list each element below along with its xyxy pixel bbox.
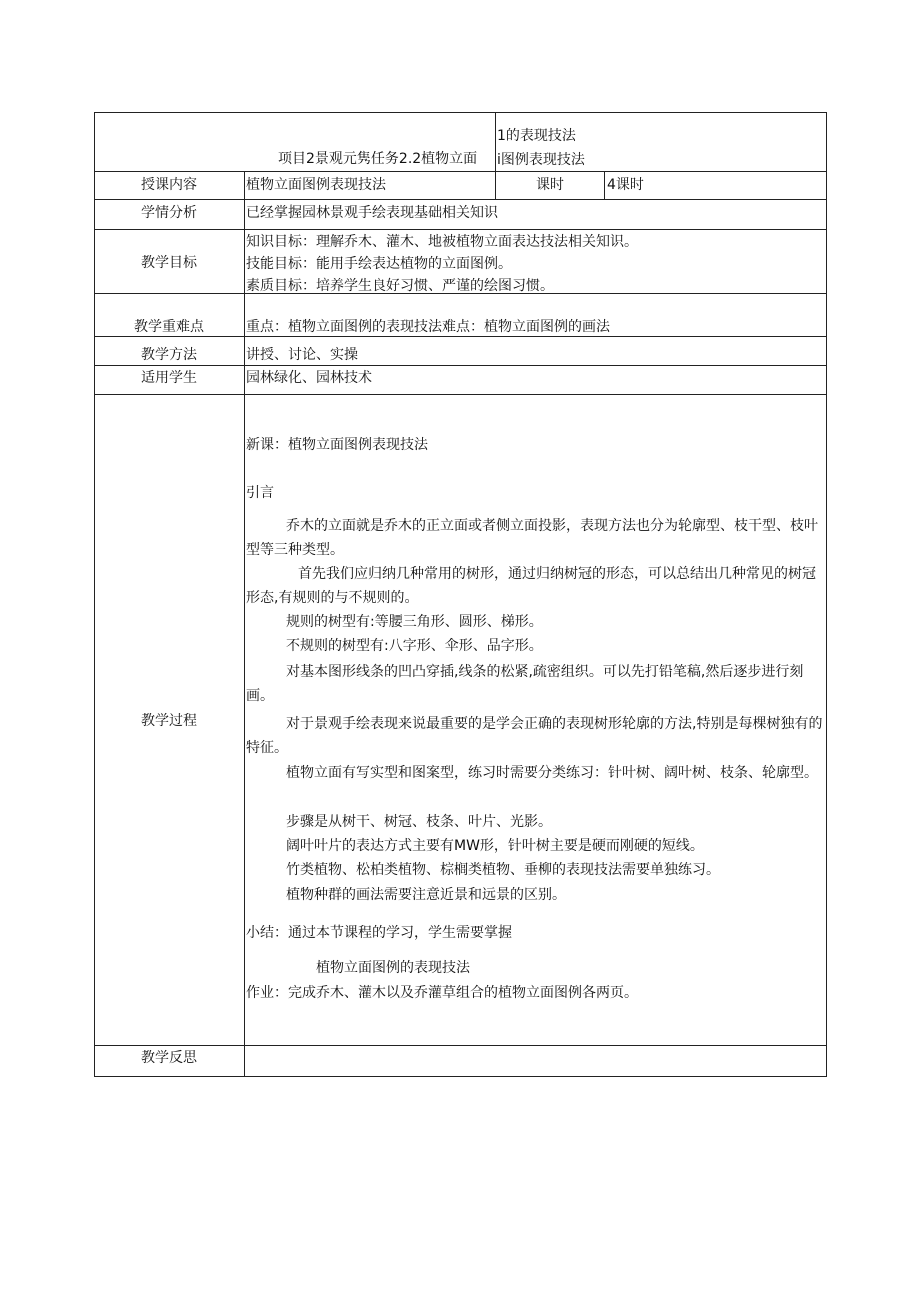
row-line xyxy=(94,112,827,113)
process-paragraph: 规则的树型有:等腰三角形、圆形、梯形。 xyxy=(286,614,543,630)
col-line xyxy=(604,171,605,200)
new-lesson-heading: 新课：植物立面图例表现技法 xyxy=(246,437,428,453)
process-paragraph: 不规则的树型有:八字形、伞形、品字形。 xyxy=(286,638,543,654)
hours-value: 4课时 xyxy=(607,177,644,193)
header-title-right-2: i图例表现技法 xyxy=(497,152,585,168)
content-label: 授课内容 xyxy=(141,177,197,193)
row-line xyxy=(94,1045,827,1046)
process-paragraph: 植物立面有写实型和图案型，练习时需要分类练习：针叶树、阔叶树、枝条、轮廓型。 xyxy=(286,765,818,781)
goal-label: 教学目标 xyxy=(141,255,197,271)
student-label: 适用学生 xyxy=(141,370,197,386)
process-paragraph: 植物种群的画法需要注意近景和远景的区别。 xyxy=(286,887,566,903)
row-line xyxy=(94,1076,827,1077)
summary-text: 小结：通过本节课程的学习，学生需要掌握 xyxy=(246,925,512,941)
process-paragraph: 对于景观手绘表现来说最重要的是学会正确的表现树形轮廓的方法,特别是每棵树独有的特征。 xyxy=(246,716,823,756)
process-paragraph: 对基本图形线条的凹凸穿插,线条的松紧,疏密组织。可以先打铅笔稿,然后逐步进行刻画。 xyxy=(246,664,804,704)
process-paragraph: 乔木的立面就是乔木的正立面或者侧立面投影，表现方法也分为轮廓型、枝干型、枝叶型等三种类型。 xyxy=(246,518,818,558)
row-line xyxy=(94,199,827,200)
process-paragraph: 竹类植物、松柏类植物、棕榈类植物、垂柳的表现技法需要单独练习。 xyxy=(286,862,720,878)
method-label: 教学方法 xyxy=(141,347,197,363)
method-value: 讲授、讨论、实操 xyxy=(246,347,358,363)
summary-item: 植物立面图例的表现技法 xyxy=(316,960,470,976)
row-line xyxy=(94,171,827,172)
col-line xyxy=(826,112,827,1077)
goal-skill: 技能目标：能用手绘表达植物的立面图例。 xyxy=(246,256,512,272)
row-line xyxy=(94,336,827,337)
content-value: 植物立面图例表现技法 xyxy=(246,177,386,193)
goal-knowledge: 知识目标：理解乔木、灌木、地被植物立面表达技法相关知识。 xyxy=(246,234,638,250)
col-line xyxy=(244,171,245,1077)
process-paragraph: 阔叶叶片的表达方式主要有MW形，针叶树主要是硬而刚硬的短线。 xyxy=(286,838,704,854)
header-title-left: 项目2景观元隽任务2.2植物立面 xyxy=(278,151,478,167)
header-title-right-1: 1的表现技法 xyxy=(497,128,576,144)
process-paragraph: 首先我们应归纳几种常用的树形，通过归纳树冠的形态，可以总结出几种常见的树冠形态,有规则的与不规则的。 xyxy=(246,566,816,606)
analysis-label: 学情分析 xyxy=(141,205,197,221)
row-line xyxy=(94,229,827,230)
process-paragraph: 步骤是从树干、树冠、枝条、叶片、光影。 xyxy=(286,814,552,830)
reflect-label: 教学反思 xyxy=(141,1050,197,1066)
homework-text: 作业：完成乔木、灌木以及乔灌草组合的植物立面图例各两页。 xyxy=(246,985,638,1001)
row-line xyxy=(94,394,827,395)
col-line xyxy=(495,112,496,200)
intro-heading: 引言 xyxy=(246,485,274,501)
analysis-value: 已经掌握园林景观手绘表现基础相关知识 xyxy=(246,205,498,221)
key-label: 教学重难点 xyxy=(134,319,204,335)
key-value: 重点：植物立面图例的表现技法难点：植物立面图例的画法 xyxy=(246,319,610,335)
student-value: 园林绿化、园林技术 xyxy=(246,370,372,386)
hours-label: 课时 xyxy=(536,177,564,193)
goal-quality: 素质目标：培养学生良好习惯、严谨的绘图习惯。 xyxy=(246,278,554,294)
row-line xyxy=(94,365,827,366)
process-label: 教学过程 xyxy=(141,713,197,729)
